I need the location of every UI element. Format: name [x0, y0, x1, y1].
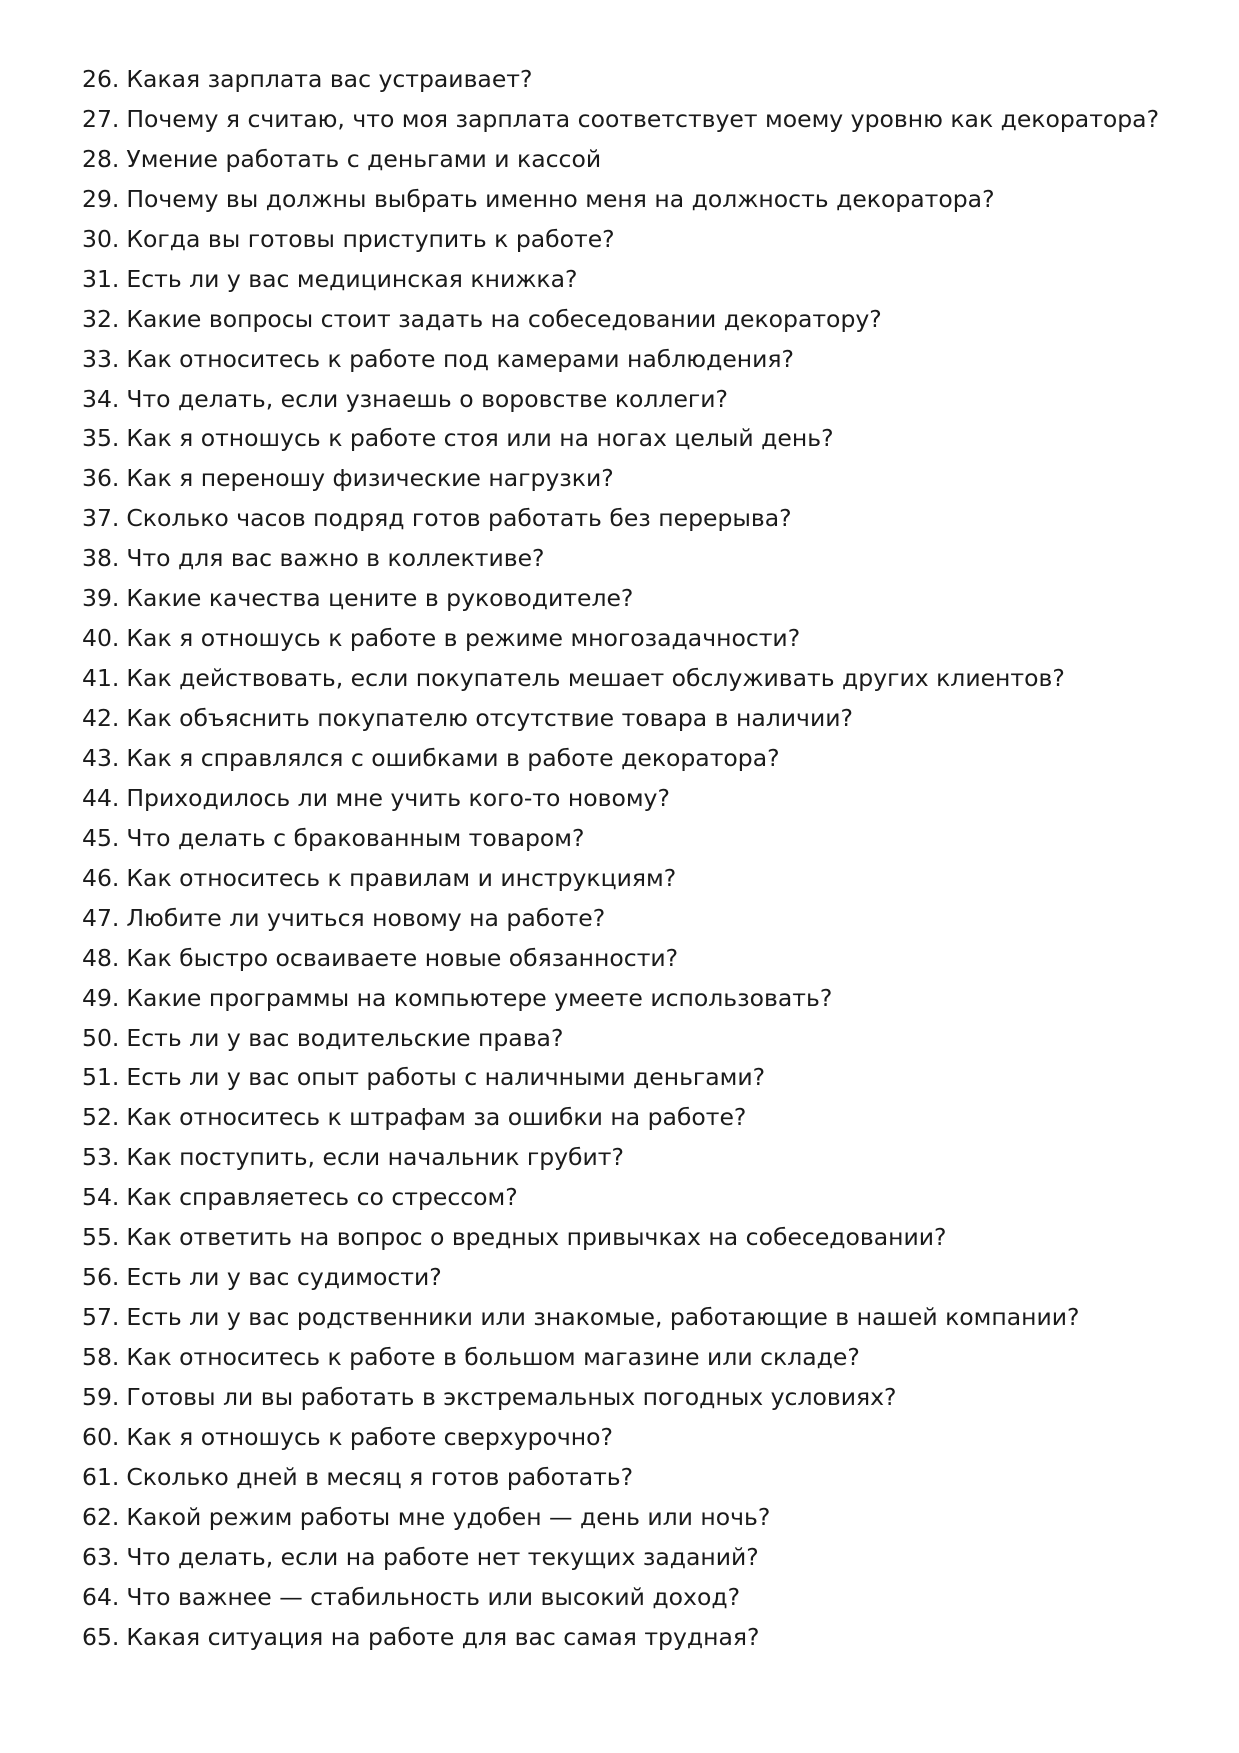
question-text: Как справляетесь со стрессом?: [126, 1183, 518, 1212]
question-number: 47.: [82, 903, 120, 932]
question-item: [82, 1019, 1202, 1059]
question-number: 50.: [82, 1023, 120, 1052]
question-item: [82, 1418, 1202, 1458]
question-item: [82, 419, 1202, 459]
question-item: [82, 220, 1202, 260]
question-item: [82, 1058, 1202, 1098]
question-item: [82, 1098, 1202, 1138]
question-number: 58.: [82, 1343, 120, 1371]
question-number: 35.: [82, 424, 120, 453]
question-number: 27.: [82, 104, 120, 133]
question-text: Как относитесь к штрафам за ошибки на работе?: [126, 1103, 747, 1132]
question-item: [82, 1618, 1202, 1658]
question-text: Какие вопросы стоит задать на собеседовании декоратору?: [126, 304, 882, 333]
question-number: 48.: [82, 943, 120, 972]
question-item: [82, 60, 1202, 100]
question-item: [82, 1538, 1202, 1578]
question-number: 29.: [82, 184, 120, 213]
question-text: Что делать, если узнаешь о воровстве коллеги?: [126, 384, 728, 413]
question-number: 43.: [82, 743, 120, 772]
question-text: Есть ли у вас медицинская книжка?: [126, 264, 578, 293]
question-number: 33.: [82, 344, 120, 373]
question-number: 42.: [82, 704, 120, 732]
question-number: 64.: [82, 1582, 120, 1611]
question-text: Как поступить, если начальник грубит?: [126, 1143, 624, 1172]
question-item: [82, 619, 1202, 659]
question-text: Умение работать с деньгами и кассой: [126, 144, 602, 173]
question-text: Есть ли у вас судимости?: [126, 1263, 442, 1292]
question-text: Что делать, если на работе нет текущих заданий?: [126, 1542, 759, 1571]
question-number: 56.: [82, 1263, 120, 1292]
question-item: [82, 499, 1202, 539]
question-item: [82, 1258, 1202, 1298]
question-item: [82, 140, 1202, 180]
question-text: Какие качества цените в руководителе?: [126, 584, 634, 613]
question-number: 55.: [82, 1223, 120, 1252]
question-number: 60.: [82, 1422, 120, 1451]
question-number: 31.: [82, 264, 120, 293]
question-number: 44.: [82, 783, 120, 812]
question-item: [82, 699, 1202, 739]
question-number: 51.: [82, 1063, 120, 1092]
question-text: Есть ли у вас опыт работы с наличными деньгами?: [126, 1063, 766, 1092]
question-number: 32.: [82, 304, 120, 333]
question-text: Как ответить на вопрос о вредных привычках на собеседовании?: [126, 1223, 947, 1252]
question-item: [82, 260, 1202, 300]
question-text: Какая зарплата вас устраивает?: [126, 65, 533, 93]
question-number: 26.: [82, 65, 120, 93]
question-number: 37.: [82, 504, 120, 533]
question-text: Когда вы готовы приступить к работе?: [126, 224, 615, 253]
question-text: Сколько дней в месяц я готов работать?: [126, 1462, 634, 1491]
question-number: 53.: [82, 1143, 120, 1172]
question-text: Что для вас важно в коллективе?: [126, 544, 545, 573]
question-text: Какие программы на компьютере умеете использовать?: [126, 983, 833, 1012]
question-item: [82, 1498, 1202, 1538]
question-number: 36.: [82, 464, 120, 493]
question-item: [82, 380, 1202, 420]
question-text: Как относитесь к работе под камерами наблюдения?: [126, 344, 795, 373]
question-number: 30.: [82, 224, 120, 253]
question-text: Как я отношусь к работе в режиме многозадачности?: [126, 624, 801, 653]
question-number: 65.: [82, 1622, 120, 1651]
question-text: Как относитесь к работе в большом магазине или складе?: [126, 1343, 860, 1371]
question-item: [82, 180, 1202, 220]
question-number: 63.: [82, 1542, 120, 1571]
question-number: 59.: [82, 1382, 120, 1411]
question-text: Что важнее — стабильность или высокий доход?: [126, 1582, 741, 1611]
question-number: 38.: [82, 544, 120, 573]
question-number: 62.: [82, 1502, 120, 1531]
question-item: [82, 859, 1202, 899]
question-item: [82, 899, 1202, 939]
question-text: Что делать с бракованным товаром?: [126, 823, 585, 852]
question-item: [82, 539, 1202, 579]
question-number: 41.: [82, 664, 120, 693]
question-text: Как действовать, если покупатель мешает обслуживать других клиентов?: [126, 664, 1065, 693]
question-item: [82, 659, 1202, 699]
question-number: 54.: [82, 1183, 120, 1212]
question-number: 45.: [82, 823, 120, 852]
question-item: [82, 1218, 1202, 1258]
question-item: [82, 340, 1202, 380]
question-number: 61.: [82, 1462, 120, 1491]
question-text: Какая ситуация на работе для вас самая трудная?: [126, 1622, 760, 1651]
question-text: Есть ли у вас родственники или знакомые, работающие в нашей компании?: [126, 1303, 1080, 1332]
question-number: 52.: [82, 1103, 120, 1132]
question-list: [82, 60, 1202, 1658]
question-number: 57.: [82, 1303, 120, 1332]
question-text: Как я отношусь к работе сверхурочно?: [126, 1422, 614, 1451]
question-item: [82, 1178, 1202, 1218]
question-text: Приходилось ли мне учить кого-то новому?: [126, 783, 670, 812]
question-text: Готовы ли вы работать в экстремальных погодных условиях?: [126, 1382, 897, 1411]
question-text: Как быстро осваиваете новые обязанности?: [126, 943, 679, 972]
question-text: Любите ли учиться новому на работе?: [126, 903, 606, 932]
question-item: [82, 579, 1202, 619]
question-text: Почему вы должны выбрать именно меня на должность декоратора?: [126, 184, 995, 213]
question-item: [82, 779, 1202, 819]
question-number: 46.: [82, 863, 120, 892]
question-number: 40.: [82, 624, 120, 653]
question-item: [82, 459, 1202, 499]
question-item: [82, 1338, 1202, 1378]
question-number: 49.: [82, 983, 120, 1012]
question-text: Как я справлялся с ошибками в работе декоратора?: [126, 743, 780, 772]
question-text: Как относитесь к правилам и инструкциям?: [126, 863, 677, 892]
question-item: [82, 1298, 1202, 1338]
question-text: Как объяснить покупателю отсутствие товара в наличии?: [126, 704, 853, 732]
question-item: [82, 739, 1202, 779]
question-number: 28.: [82, 144, 120, 173]
question-text: Есть ли у вас водительские права?: [126, 1023, 564, 1052]
question-item: [82, 1138, 1202, 1178]
question-text: Сколько часов подряд готов работать без перерыва?: [126, 504, 792, 533]
question-item: [82, 979, 1202, 1019]
question-item: [82, 1578, 1202, 1618]
question-item: [82, 939, 1202, 979]
question-item: [82, 1378, 1202, 1418]
question-item: [82, 300, 1202, 340]
question-item: [82, 100, 1202, 140]
question-text: Какой режим работы мне удобен — день или ночь?: [126, 1502, 771, 1531]
question-item: [82, 819, 1202, 859]
question-text: Почему я считаю, что моя зарплата соответствует моему уровню как декоратора?: [126, 104, 1160, 133]
question-item: [82, 1458, 1202, 1498]
question-text: Как я переношу физические нагрузки?: [126, 464, 614, 493]
question-number: 34.: [82, 384, 120, 413]
question-number: 39.: [82, 584, 120, 613]
question-text: Как я отношусь к работе стоя или на ногах целый день?: [126, 424, 834, 453]
